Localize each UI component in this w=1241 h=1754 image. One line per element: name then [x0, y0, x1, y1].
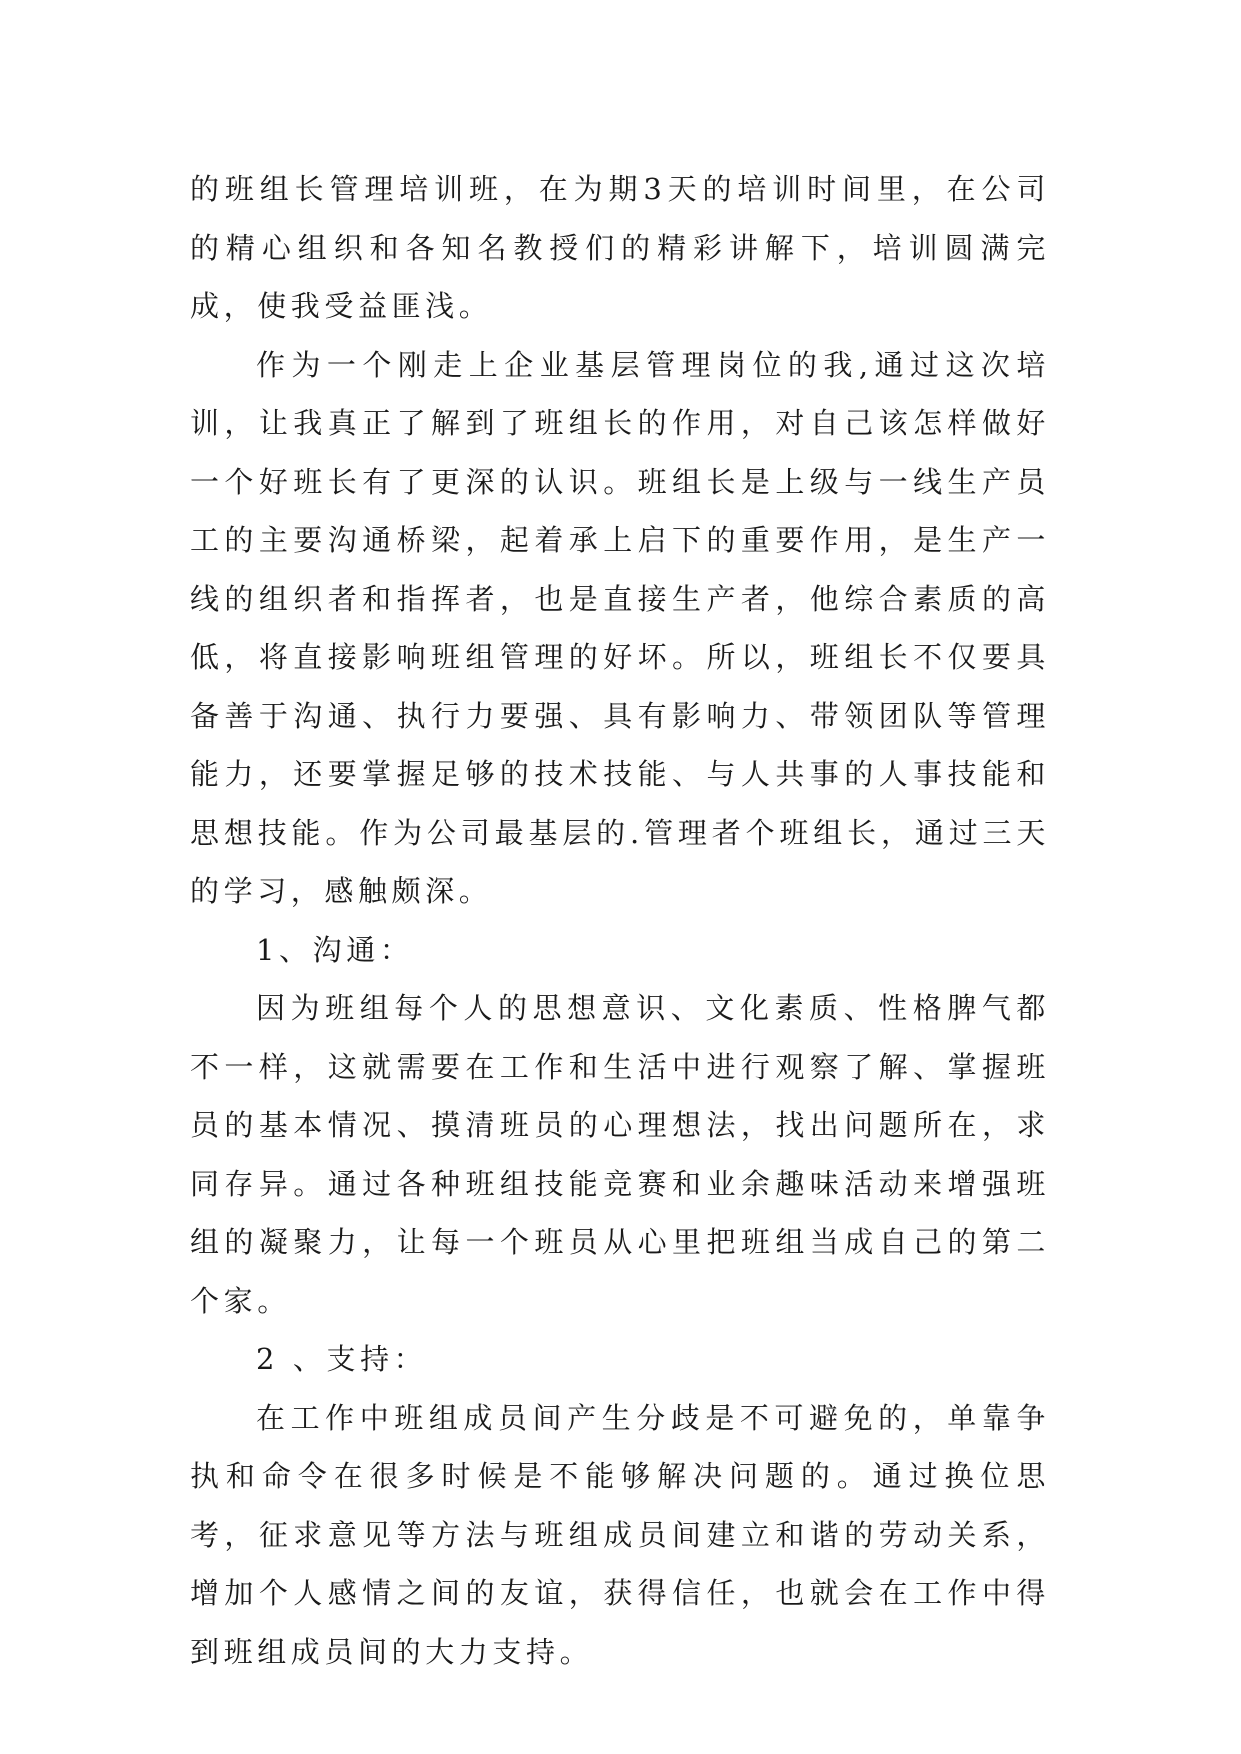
paragraph-intro-continuation: 的班组长管理培训班，在为期3天的培训时间里，在公司的精心组织和各知名教授们的精彩讲解下，培训圆满完成，使我受益匪浅。 — [190, 172, 1050, 323]
document-body — [190, 160, 1050, 1681]
paragraph-communication: 因为班组每个人的思想意识、文化素质、性格脾气都不一样，这就需要在工作和生活中进行观察了解、掌握班员的基本情况、摸清班员的心理想法，找出问题所在，求同存异。通过各种班组技能竞赛和业余趣味活动来增强班组的凝聚力，让每一个班员从心里把班组当成自己的第二个家。 — [190, 991, 1050, 1318]
section-heading-communication: 1、沟通： — [256, 932, 414, 967]
paragraph-training-reflection: 作为一个刚走上企业基层管理岗位的我,通过这次培训，让我真正了解到了班组长的作用，对自己该怎样做好一个好班长有了更深的认识。班组长是上级与一线生产员工的主要沟通桥梁，起着承上启下的重要作用，是生产一线的组织者和指挥者，也是直接生产者，他综合素质的高低，将直接影响班组管理的好坏。所以，班组长不仅要具备善于沟通、执行力要强、具有影响力、带领团队等管理能力，还要掌握足够的技术技能、与人共事的人事技能和思想技能。作为公司最基层的.管理者个班组长，通过三天的学习，感触颇深。 — [190, 347, 1050, 908]
section-heading-support: 2 、支持： — [256, 1342, 428, 1376]
paragraph-support: 在工作中班组成员间产生分歧是不可避免的，单靠争执和命令在很多时候是不能够解决问题的。通过换位思考，征求意见等方法与班组成员间建立和谐的劳动关系，增加个人感情之间的友谊，获得信任，也就会在工作中得到班组成员间的大力支持。 — [190, 1400, 1050, 1669]
